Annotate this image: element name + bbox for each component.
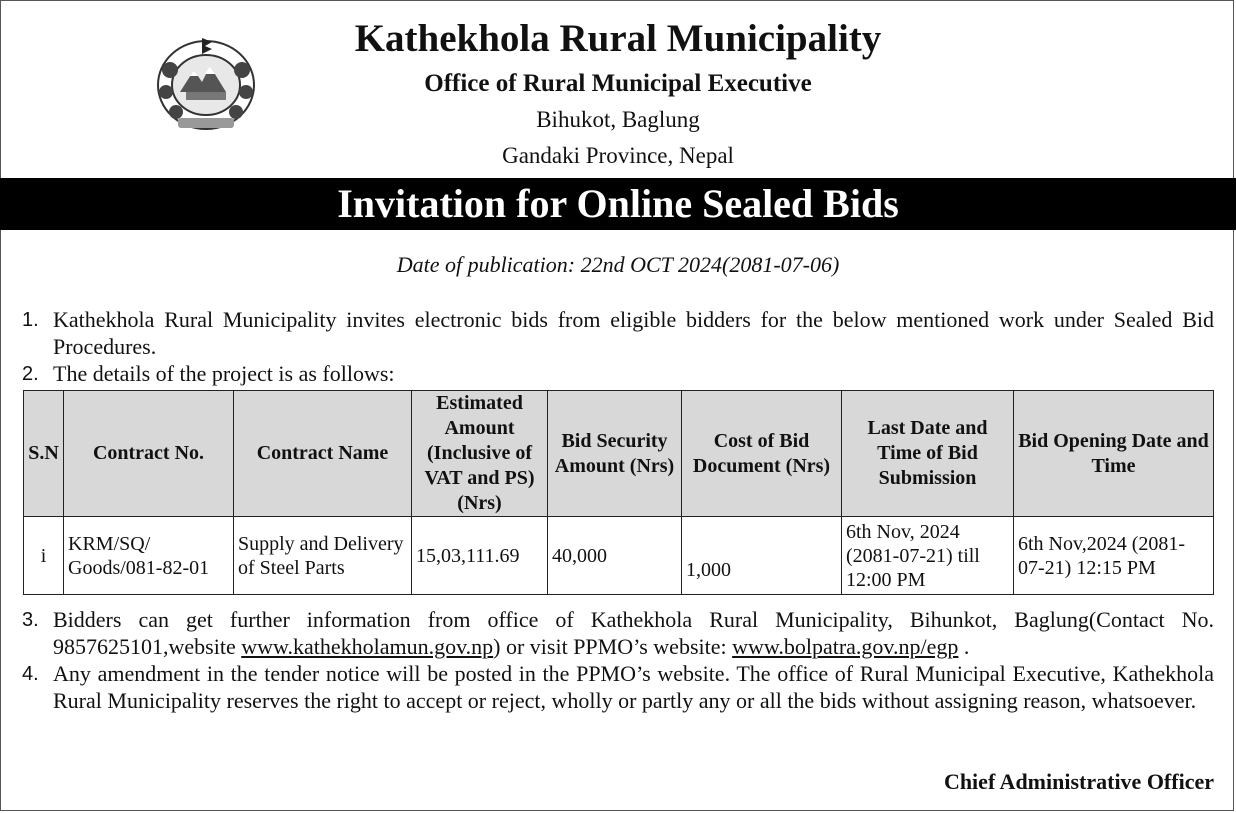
item-number-4: 4.	[22, 663, 39, 685]
paragraph-amendment: Any amendment in the tender notice will be posted in the PPMO’s website. The office of Rural Municipal Executive, Kathekhola Rural Municipality reserves the right to accept or reject, wholly or partly any or all the bids without assigning reason, whatsoever.	[53, 661, 1214, 713]
cell-contract-name: Supply and Delivery of Steel Parts	[234, 517, 412, 595]
col-header-contract-name: Contract Name	[234, 391, 412, 517]
cell-cost-of-document: 1,000	[682, 517, 842, 595]
municipality-name: Kathekhola Rural Municipality	[354, 17, 882, 60]
contact-text-c: .	[958, 634, 970, 659]
col-header-sn: S.N	[24, 391, 64, 517]
paragraph-details-intro: The details of the project is as follows:	[53, 361, 395, 386]
publication-date: Date of publication: 22nd OCT 2024(2081-07-06)	[396, 252, 840, 277]
item-number-3: 3.	[22, 609, 39, 631]
paragraph-contact-info	[53, 606, 1214, 660]
cell-last-date: 6th Nov, 2024 (2081-07-21) till 12:00 PM	[842, 517, 1014, 595]
col-header-contract-no: Contract No.	[64, 391, 234, 517]
cell-contract-no: KRM/SQ/ Goods/081-82-01	[64, 517, 234, 595]
item-number-1: 1.	[22, 309, 39, 331]
contact-text-b: ) or visit PPMO’s website:	[493, 634, 733, 659]
signature-title: Chief Administrative Officer	[943, 769, 1214, 794]
address-line-2: Gandaki Province, Nepal	[502, 143, 734, 168]
cell-opening-date: 6th Nov,2024 (2081-07-21) 12:15 PM	[1014, 517, 1214, 595]
col-header-estimated-amount: Estimated Amount (Inclusive of VAT and PS) (Nrs)	[412, 391, 548, 517]
ppmo-website-link[interactable]: www.bolpatra.gov.np/egp	[732, 634, 959, 659]
paragraph-invitation: Kathekhola Rural Municipality invites electronic bids from eligible bidders for the below mentioned work under Sealed Bid Procedures.	[53, 307, 1214, 359]
office-name: Office of Rural Municipal Executive	[424, 70, 812, 97]
notice-title-banner: Invitation for Online Sealed Bids	[0, 178, 1236, 230]
municipality-website-link[interactable]: www.kathekholamun.gov.np	[241, 634, 494, 659]
col-header-opening-date: Bid Opening Date and Time	[1014, 391, 1214, 517]
address-line-1: Bihukot, Baglung	[536, 107, 700, 132]
col-header-bid-security: Bid Security Amount (Nrs)	[548, 391, 682, 517]
col-header-last-date: Last Date and Time of Bid Submission	[842, 391, 1014, 517]
col-header-cost-of-document: Cost of Bid Document (Nrs)	[682, 391, 842, 517]
table-row	[24, 517, 1214, 595]
cell-sn: i	[24, 517, 64, 595]
cell-estimated-amount: 15,03,111.69	[412, 517, 548, 595]
table-header-row	[24, 391, 1214, 517]
bid-details-table	[23, 390, 1214, 595]
item-number-2: 2.	[22, 363, 39, 385]
cell-bid-security: 40,000	[548, 517, 682, 595]
contact-text-a: Bidders can get further information from office of Kathekhola Rural Municipality, Bihunkot, Baglung(Contact No. 9857625101,website	[53, 607, 1214, 659]
